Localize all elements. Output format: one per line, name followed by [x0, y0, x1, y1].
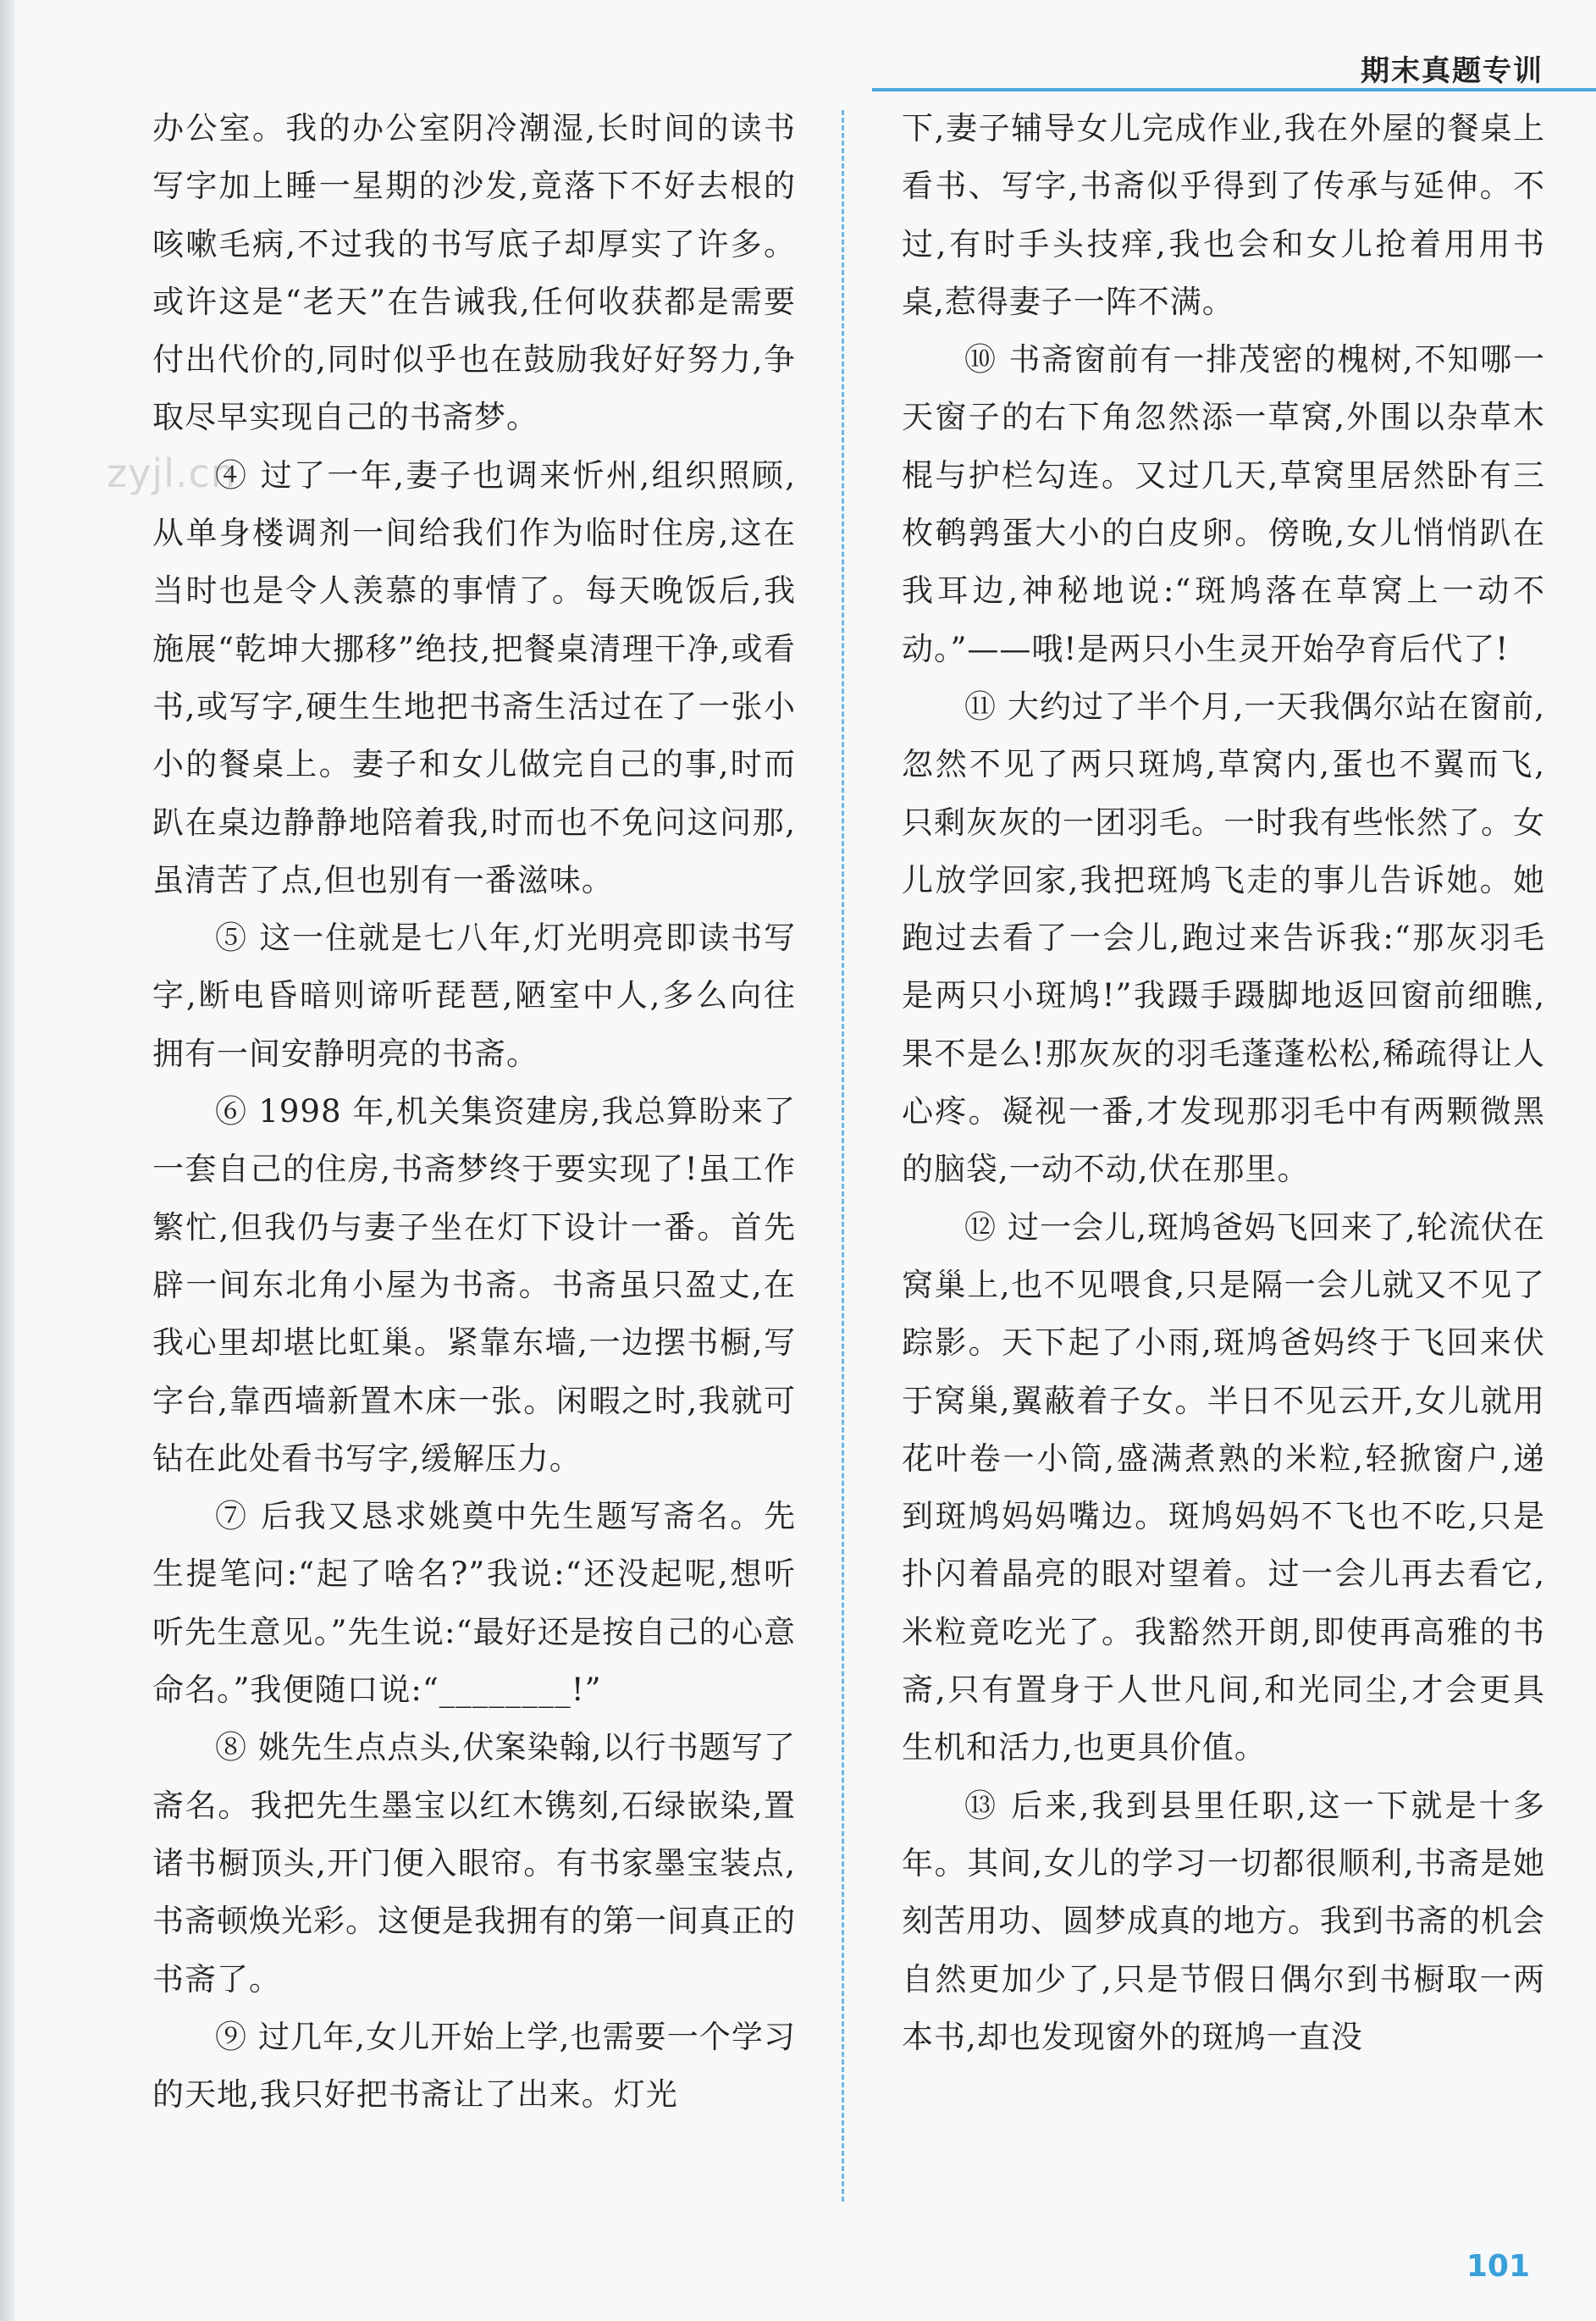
paragraph-4: ④ 过了一年,妻子也调来忻州,组织照顾,从单身楼调剂一间给我们作为临时住房,这在当时也是令人羡慕的事情了。每天晚饭后,我施展“乾坤大挪移”绝技,把餐桌清理干净,或看书,或写字,硬生生地把书斋生活过在了一张小小的餐桌上。妻子和女儿做完自己的事,时而趴在桌边静静地陪着我,时而也不免问这问那,虽清苦了点,但也别有一番滋味。: [152, 456, 796, 898]
paragraph-8: ⑧ 姚先生点点头,伏案染翰,以行书题写了斋名。我把先生墨宝以红木镌刻,石绿嵌染,置诸书橱顶头,开门便入眼帘。有书家墨宝装点,书斋顿焕光彩。这便是我拥有的第一间真正的书斋了。: [152, 1729, 796, 1998]
paragraph-12: ⑫ 过一会儿,斑鸠爸妈飞回来了,轮流伏在窝巢上,也不见喂食,只是隔一会儿就又不见了踪影。天下起了小雨,斑鸠爸妈终于飞回来伏于窝巢,翼蔽着子女。半日不见云开,女儿就用花叶卷一小筒,盛满煮熟的米粒,轻掀窗户,递到斑鸠妈妈嘴边。斑鸠妈妈不飞也不吃,只是扑闪着晶亮的眼对望着。过一会儿再去看它,米粒竟吃光了。我豁然开朗,即使再高雅的书斋,只有置身于人世凡间,和光同尘,才会更具生机和活力,也更具价值。: [902, 1208, 1545, 1766]
paragraph-5: ⑤ 这一住就是七八年,灯光明亮即读书写字,断电昏暗则谛听琵琶,陋室中人,多么向往拥有一间安静明亮的书斋。: [152, 920, 796, 1072]
right-column: [902, 100, 1545, 2066]
left-column: [152, 100, 796, 2124]
column-divider: [842, 110, 844, 2202]
paragraph-13: ⑬ 后来,我到县里任职,这一下就是十多年。其间,女儿的学习一切都很顺利,书斋是她刻苦用功、圆梦成真的地方。我到书斋的机会自然更加少了,只是节假日偶尔到书橱取一两本书,却也发现窗外的斑鸠一直没: [902, 1787, 1545, 2055]
paragraph-9: ⑨ 过几年,女儿开始上学,也需要一个学习的天地,我只好把书斋让了出来。灯光: [152, 2018, 796, 2114]
page-binding-shadow: [0, 0, 15, 2321]
paragraph-11: ⑪ 大约过了半个月,一天我偶尔站在窗前,忽然不见了两只斑鸠,草窝内,蛋也不翼而飞,只剩灰灰的一团羽毛。一时我有些怅然了。女儿放学回家,我把斑鸠飞走的事儿告诉她。她跑过去看了一会儿,跑过来告诉我:“那灰羽毛是两只小斑鸠!”我蹑手蹑脚地返回窗前细瞧,果不是么!那灰灰的羽毛蓬蓬松松,稀疏得让人心疼。凝视一番,才发现那羽毛中有两颗微黑的脑袋,一动不动,伏在那里。: [902, 688, 1545, 1188]
paragraph-continued: 办公室。我的办公室阴冷潮湿,长时间的读书写字加上睡一星期的沙发,竟落下不好去根的咳嗽毛病,不过我的书写底子却厚实了许多。或许这是“老天”在告诫我,任何收获都是需要付出代价的,同时似乎也在鼓励我好好努力,争取尽早实现自己的书斋梦。: [152, 110, 796, 436]
paragraph-6: ⑥ 1998 年,机关集资建房,我总算盼来了一套自己的住房,书斋梦终于要实现了!虽工作繁忙,但我仍与妻子坐在灯下设计一番。首先辟一间东北角小屋为书斋。书斋虽只盈丈,在我心里却堪比虹巢。紧靠东墙,一边摆书橱,写字台,靠西墙新置木床一张。闲暇之时,我就可钻在此处看书写字,缓解压力。: [152, 1093, 796, 1477]
paragraph-9-continued: 下,妻子辅导女儿完成作业,我在外屋的餐桌上看书、写字,书斋似乎得到了传承与延伸。不过,有时手头技痒,我也会和女儿抢着用用书桌,惹得妻子一阵不满。: [902, 110, 1545, 320]
paragraph-10: ⑩ 书斋窗前有一排茂密的槐树,不知哪一天窗子的右下角忽然添一草窝,外围以杂草木棍与护栏勾连。又过几天,草窝里居然卧有三枚鹌鹑蛋大小的白皮卵。傍晚,女儿悄悄趴在我耳边,神秘地说:“斑鸠落在草窝上一动不动。”——哦!是两只小生灵开始孕育后代了!: [902, 341, 1545, 667]
header-rule: [872, 88, 1596, 91]
paragraph-7: ⑦ 后我又恳求姚奠中先生题写斋名。先生提笔问:“起了啥名?”我说:“还没起呢,想听听先生意见。”先生说:“最好还是按自己的心意命名。”我便随口说:“________!”: [152, 1498, 796, 1709]
page-number: 101: [1466, 2249, 1530, 2284]
watermark: zyjl.cn: [107, 450, 236, 496]
section-title: 期末真题专训: [1361, 54, 1544, 88]
